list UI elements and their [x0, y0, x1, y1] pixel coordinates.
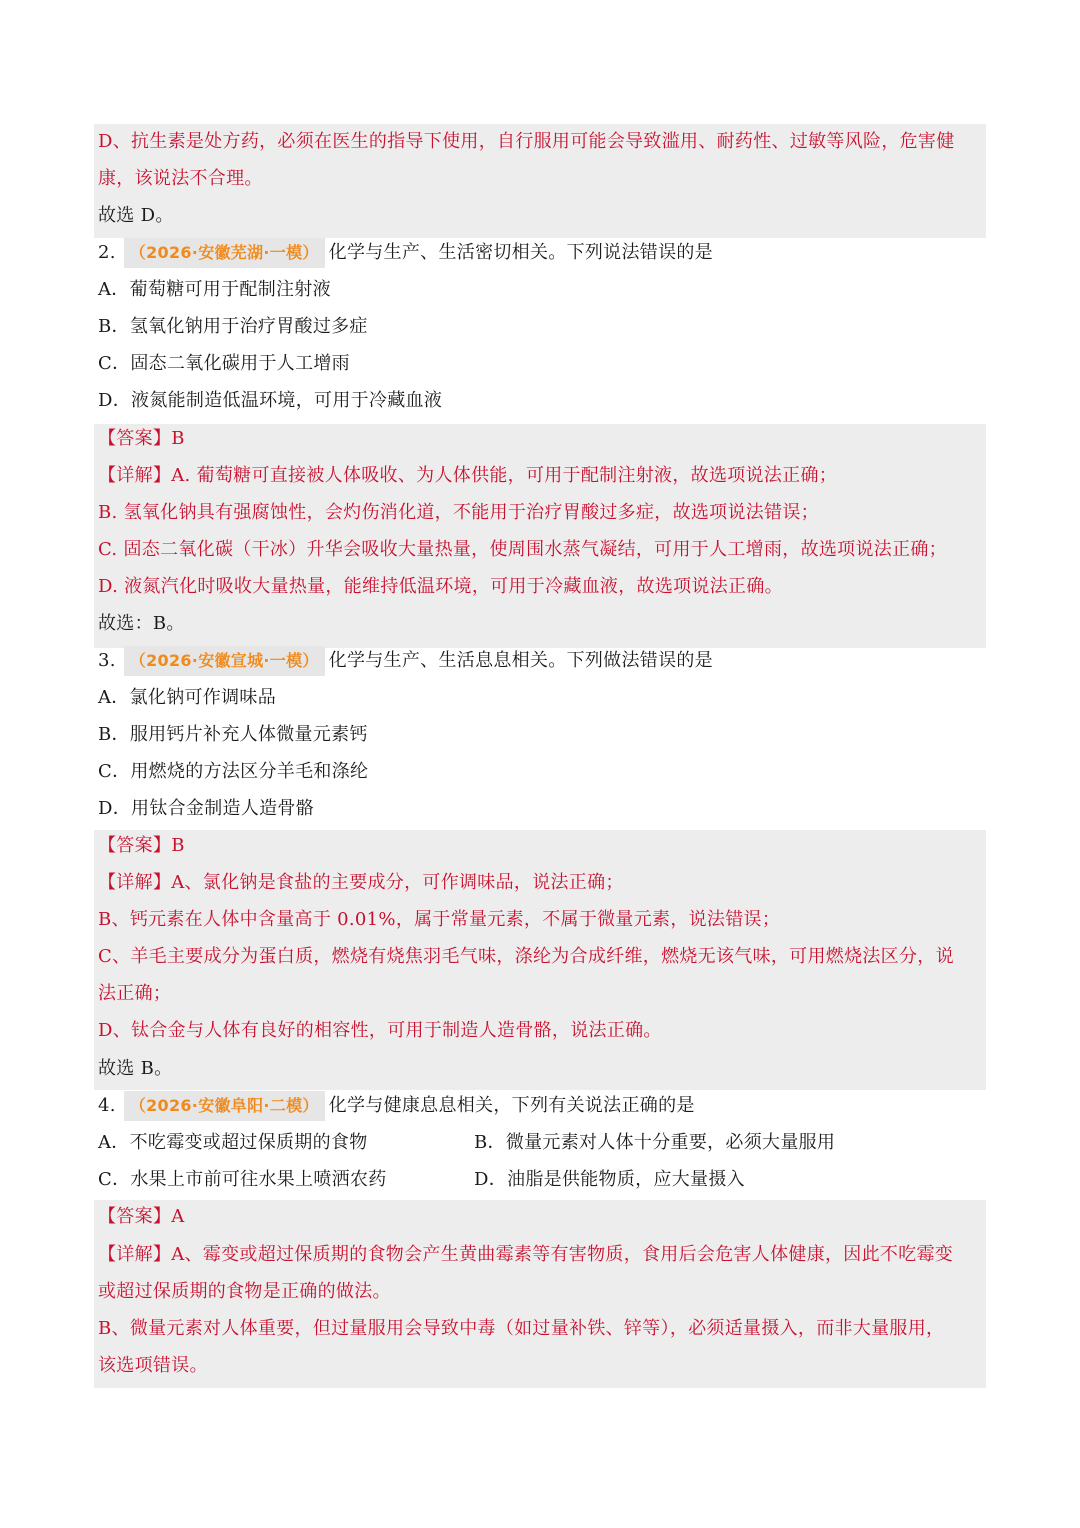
q2-explain-line: D. 液氮汽化时吸收大量热量，能维持低温环境，可用于冷藏血液，故选项说法正确。 [98, 576, 783, 597]
q4-explain-line: 该选项错误。 [98, 1355, 208, 1376]
answer-label: 【答案】 [98, 428, 172, 449]
q2-option-b: B．氢氧化钠用于治疗胃酸过多症 [98, 316, 368, 337]
q4-explain-line: B、微量元素对人体重要，但过量服用会导致中毒（如过量补铁、锌等），必须适量摄入，而非大量服用， [98, 1318, 945, 1339]
q3-option-d: D．用钛合金制造人造骨骼 [98, 798, 315, 819]
q3-option-c: C．用燃烧的方法区分羊毛和涤纶 [98, 761, 369, 782]
q2-answer [98, 420, 185, 457]
q3-conclusion: 故选 B。 [98, 1058, 173, 1079]
q2-explain-line: 【详解】A. 葡萄糖可直接被人体吸收、为人体供能，可用于配制注射液，故选项说法正确； [98, 465, 838, 486]
q4-explain-line: 或超过保质期的食物是正确的做法。 [98, 1281, 391, 1302]
q3-number: 3. [98, 650, 116, 671]
q4-option-a: A．不吃霉变或超过保质期的食物 [98, 1132, 368, 1153]
q3-explain-line: C、羊毛主要成分为蛋白质，燃烧有烧焦羽毛气味，涤纶为合成纤维，燃烧无该气味，可用燃烧法区分，说 [98, 946, 954, 967]
q1-explain-d-line2: 康，该说法不合理。 [98, 168, 263, 189]
q4-options-row-2 [98, 1161, 958, 1198]
q2-header [98, 234, 713, 271]
answer-label: 【答案】 [98, 835, 172, 856]
q4-option-b: B．微量元素对人体十分重要，必须大量服用 [474, 1132, 836, 1153]
q4-option-c: C．水果上市前可往水果上喷洒农药 [98, 1169, 387, 1190]
q3-explain-line: 法正确； [98, 983, 172, 1004]
q4-answer [98, 1198, 185, 1235]
q3-explain-line: B、钙元素在人体中含量高于 0.01%，属于常量元素，不属于微量元素，说法错误； [98, 909, 781, 930]
q2-number: 2. [98, 242, 116, 263]
q2-explain-line: B. 氢氧化钠具有强腐蚀性，会灼伤消化道，不能用于治疗胃酸过多症，故选项说法错误； [98, 502, 819, 523]
q2-explain-line: C. 固态二氧化碳（干冰）升华会吸收大量热量，使周围水蒸气凝结，可用于人工增雨，故选项说法正确； [98, 539, 947, 560]
q3-explain-line: 【详解】A、氯化钠是食盐的主要成分，可作调味品，说法正确； [98, 872, 624, 893]
answer-label: 【答案】 [98, 1206, 172, 1227]
q3-header [98, 642, 713, 679]
q2-option-a: A．葡萄糖可用于配制注射液 [98, 279, 331, 300]
q3-stem: 化学与生产、生活息息相关。下列做法错误的是 [328, 650, 713, 671]
answer-value: B [171, 428, 185, 449]
q4-explain-line: 【详解】A、霉变或超过保质期的食物会产生黄曲霉素等有害物质，食用后会危害人体健康，因此不吃霉变 [98, 1244, 954, 1265]
q4-number: 4. [98, 1095, 116, 1116]
q2-option-c: C．固态二氧化碳用于人工增雨 [98, 353, 350, 374]
q3-source-tag: （2026·安徽宣城·一模） [124, 646, 325, 676]
q4-options-row-1 [98, 1124, 958, 1161]
q2-option-d: D．液氮能制造低温环境，可用于冷藏血液 [98, 390, 443, 411]
q4-stem: 化学与健康息息相关，下列有关说法正确的是 [328, 1095, 695, 1116]
q3-option-b: B．服用钙片补充人体微量元素钙 [98, 724, 368, 745]
answer-value: B [171, 835, 185, 856]
answer-value: A [171, 1206, 185, 1227]
q4-header [98, 1087, 695, 1124]
q4-option-d: D．油脂是供能物质，应大量摄入 [474, 1169, 745, 1190]
q3-option-a: A．氯化钠可作调味品 [98, 687, 276, 708]
q3-answer [98, 827, 185, 864]
q3-explain-line: D、钛合金与人体有良好的相容性，可用于制造人造骨骼，说法正确。 [98, 1020, 662, 1041]
q4-source-tag: （2026·安徽阜阳·二模） [124, 1091, 325, 1121]
q1-conclusion: 故选 D。 [98, 205, 174, 226]
q2-stem: 化学与生产、生活密切相关。下列说法错误的是 [328, 242, 713, 263]
q2-source-tag: （2026·安徽芜湖·一模） [124, 238, 325, 268]
q1-explain-d-line1: D、抗生素是处方药，必须在医生的指导下使用，自行服用可能会导致滥用、耐药性、过敏等风险，危害健 [98, 131, 955, 152]
q2-conclusion: 故选：B。 [98, 613, 185, 634]
